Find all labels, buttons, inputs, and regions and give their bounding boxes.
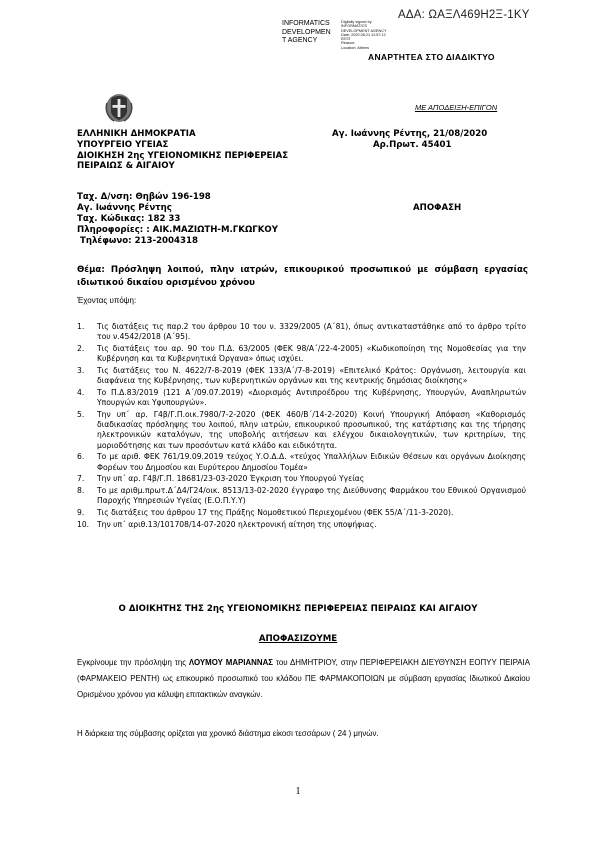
contract-duration: Η διάρκεια της σύμβασης ορίζεται για χρονικό διάστημα είκοσι τεσσάρων ( 24 ) μηνών. [77,729,379,738]
list-item [77,474,526,484]
list-item [77,520,526,530]
item-number: 7. [77,474,85,484]
list-item [77,410,526,451]
item-text: Τις διατάξεις του Ν. 4622/7-8-2019 (ΦΕΚ 133/Α΄/7-8-2019) «Επιτελικό Κράτος: Οργάνωση, λειτουργία και διαφάνεια της Κυβέρνησης, των κυβερνητικών οργάνων και της κεντρικής δημόσιας διοίκησης» [97,366,526,386]
item-text: Την υπ΄ αριθ.13/101708/14-07-2020 ηλεκτρονική αίτηση της υποψήφιας. [97,520,377,529]
signature-stamp-org [282,20,331,46]
list-item [77,452,526,472]
stamp-detail: Digitally signed by [341,20,372,24]
header-line: ΥΠΟΥΡΓΕΙΟ ΥΓΕΙΑΣ [77,139,169,150]
greek-coat-of-arms-icon [104,91,134,123]
item-text: Το με αριθ. ΦΕΚ 761/19.09.2019 τεύχος Υ.Ο.Δ.Δ. «τεύχος Υπαλλήλων Ειδικών Θέσεων και οργάνων Διοίκησης Φορέων του Δημοσίου και Ευρύτερου Δημοσίου Τομέα» [97,452,526,472]
header-line: ΠΕΙΡΑΙΩΣ & ΑΙΓΑΙΟΥ [77,161,175,172]
item-number: 2. [77,344,85,353]
stamp-detail: EEST [341,37,351,42]
stamp-line: DEVELOPMEN [282,28,331,36]
item-number: 5. [77,410,85,419]
document-type: ΑΠΟΦΑΣΗ [413,203,462,213]
item-number: 4. [77,388,85,397]
list-item [77,344,526,364]
decision-heading: ΑΠΟΦΑΣΙΖΟΥΜΕ [258,634,338,644]
ada-code: ΑΔΑ: ΩΑΞΛ469Η2Ξ-1ΚΥ [398,9,530,21]
stamp-detail: Date: 2020.08.21 11:57:12 [341,32,386,37]
place-date: Αγ. Ιωάννης Ρέντης, 21/08/2020 [332,129,488,139]
list-item [77,486,526,506]
address-line: Τηλέφωνο: 213-2004318 [77,236,198,246]
protocol-number: Αρ.Πρωτ. 45401 [373,139,452,150]
address-line: Ταχ. Δ/νση: Θηβών 196-198 [77,192,211,202]
item-text: Τις διατάξεις του αρ. 90 του Π.Δ. 63/2005 (ΦΕΚ 98/Α΄/22-4-2005) «Κωδικοποίηση της Νομοθεσίας για την Κυβέρνηση και τα Κυβερνητικά Όργανα» όπως ισχύει. [97,344,526,364]
publish-online-label: ΑΝΑΡΤΗΤΕΑ ΣΤΟ ΔΙΑΔΙΚΤΥΟ [368,52,495,62]
stamp-line: INFORMATICS [282,20,330,27]
stamp-detail: Location: Athens [341,45,370,50]
item-number: 1. [77,322,85,331]
stamp-detail: INFORMATICS [341,24,367,29]
header-line: ΕΛΛΗΝΙΚΗ ΔΗΜΟΚΡΑΤΙΑ [77,129,196,139]
item-number: 8. [77,486,85,496]
item-number: 3. [77,366,85,375]
list-item [77,388,526,408]
item-text: Την υπ΄ αρ. Γ4β/Γ.Π.οικ.7980/7-2-2020 (ΦΕΚ 460/Β΄/14-2-2020) Κοινή Υπουργική Απόφαση «Καθορισμός διαδικασίας πρόσληψης του λοιπού, πλην ιατρών, επικουρικού προσωπικού, της κατάρτισης και της τήρησης ηλεκτρονικών καταλόγων, της υποβολής αιτήσεων και ελέγχου δικαιολογητικών, των κριτηρίων, της μοριοδότησης και των προσόντων κατά κλάδο και ειδικότητα. [97,410,526,450]
item-text: Το Π.Δ.83/2019 (121 Α΄/09.07.2019) «Διορισμός Αντιπροέδρου της Κυβέρνησης, Υπουργών, Αναπληρωτών Υπουργών και Υφυπουργών». [97,388,526,408]
body-text: του ΔΗΜΗΤΡΙΟΥ, στην ΠΕΡΙΦΕΡΕΙΑΚΗ ΔΙΕΥΘΥΝΣΗ ΕΟΠΥΥ ΠΕΙΡΑΙΑ (ΦΑΡΜΑΚΕΙΟ ΡΕΝΤΗ) ως επικουρικό προσωπικό του κλάδου ΠΕ ΦΑΡΜΑΚΟΠΟΙΩΝ με σύμβαση εργασίας Ιδιωτικού Δικαίου Ορισμένου χρόνου για κάλυψη επιτακτικών αναγκών. [77,658,530,699]
issuer-header [77,129,288,172]
address-line: Αγ. Ιωάννης Ρέντης [77,203,172,213]
header-line: ΔΙΟΙΚΗΣΗ 2ης ΥΓΕΙΟΝΟΜΙΚΗΣ ΠΕΡΙΦΕΡΕΙΑΣ [77,150,289,161]
page-number: 1 [295,786,301,797]
address-block [77,192,278,247]
stamp-line: T AGENCY [282,37,318,44]
legal-basis-list [77,322,526,532]
address-line: Ταχ. Κώδικας: 182 33 [77,214,181,224]
body-text: Εγκρίνουμε την πρόσληψη της [77,658,189,667]
employee-name: ΛΟΥΜΟΥ ΜΑΡΙΑΝΝΑΣ [188,658,273,667]
address-line: Πληροφορίες: : ΑΙΚ.ΜΑΖΙΩΤΗ-Μ.ΓΚΩΓΚΟΥ [77,225,278,235]
item-text: Την υπ΄ αρ. Γ4β/Γ.Π. 18681/23-03-2020 Έγκριση του Υπουργού Υγείας [97,474,365,484]
delivery-method: ΜΕ ΑΠΟΔΕΙΞΗ-ΕΠΙΓΟΝ [415,103,498,112]
subject-line: Θέμα: Πρόσληψη λοιπού, πλην ιατρών, επικουρικού προσωπικού με σύμβαση εργασίας ιδιωτικού δικαίου ορισμένου χρόνου [77,265,528,288]
list-item [77,366,526,386]
item-text: Τις διατάξεις του άρθρου 17 της Πράξης Νομοθετικού Περιεχομένου (ΦΕΚ 55/Α΄/11-3-2020). [97,508,454,518]
list-item [77,508,526,518]
list-item [77,322,526,342]
stamp-detail: Reason: [341,41,356,46]
item-text: Το με αριθμ.πρωτ.Δ΄Δ4/Γ24/οικ. 8513/13-02-2020 έγγραφο της Διεύθυνσης Φαρμάκου του Εθνικού Οργανισμού Παροχής Υπηρεσιών Υγείας (Ε.Ο.Π.Υ.Υ) [97,486,526,506]
item-text: Τις διατάξεις τις παρ.2 του άρθρου 10 του ν. 3329/2005 (Α΄81), όπως αντικαταστάθηκε από το άρθρο τρίτο του ν.4542/2018 (Α΄95). [97,322,526,342]
item-number: 10. [77,520,90,529]
considering-heading: Έχοντας υπόψη: [77,296,137,305]
stamp-detail: DEVELOPMENT AGENCY [341,28,387,33]
decision-body [77,655,530,703]
item-number: 9. [77,508,85,518]
item-number: 6. [77,452,85,462]
signature-stamp-details [341,20,387,50]
date-protocol-block [332,129,487,151]
director-heading: Ο ΔΙΟΙΚΗΤΗΣ ΤΗΣ 2ης ΥΓΕΙΟΝΟΜΙΚΗΣ ΠΕΡΙΦΕΡΕΙΑΣ ΠΕΙΡΑΙΩΣ ΚΑΙ ΑΙΓΑΙΟΥ [118,604,478,614]
